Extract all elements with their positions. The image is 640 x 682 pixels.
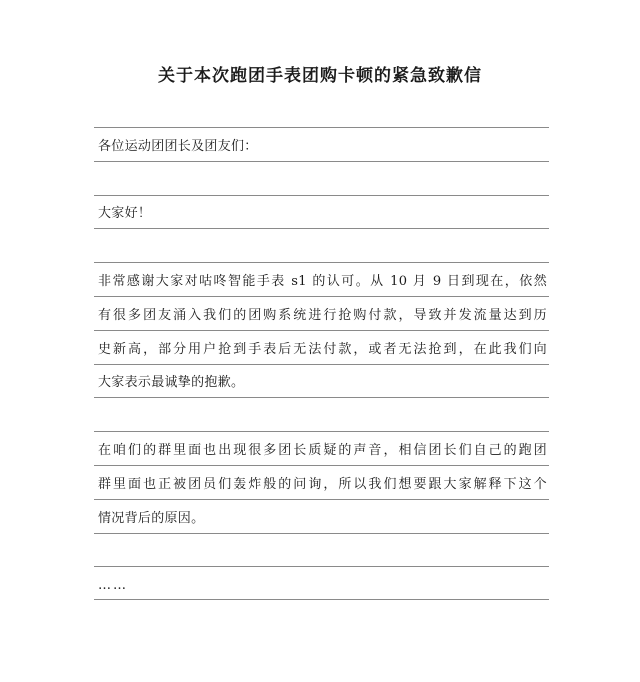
paper-line — [94, 499, 549, 533]
paper-line — [94, 228, 549, 262]
paper-line — [94, 431, 549, 465]
paper-line — [94, 296, 549, 330]
paragraph-2-line-2: 群里面也正被团员们轰炸般的问询，所以我们想要跟大家解释下这个 — [98, 476, 547, 492]
paragraph-1-line-3: 史新高，部分用户抢到手表后无法付款，或者无法抢到，在此我们向 — [98, 341, 547, 357]
paper-line — [94, 364, 549, 398]
paper-line — [94, 127, 549, 161]
paper-line — [94, 566, 549, 600]
salutation-text: 各位运动团团长及团友们： — [98, 138, 258, 154]
paragraph-1-line-4: 大家表示最诚挚的抱歉。 — [98, 375, 245, 391]
paper-line — [94, 330, 549, 364]
paper-line — [94, 465, 549, 499]
paragraph-2-line-1: 在咱们的群里面也出现很多团长质疑的声音，相信团长们自己的跑团 — [98, 442, 547, 458]
paragraph-1-line-2: 有很多团友涌入我们的团购系统进行抢购付款，导致并发流量达到历 — [98, 307, 547, 323]
paper-line — [94, 161, 549, 195]
paragraph-2-line-3: 情况背后的原因。 — [98, 510, 205, 526]
lined-paper — [94, 127, 549, 600]
paper-line — [94, 397, 549, 431]
ellipsis-text: …… — [98, 578, 128, 594]
paragraph-1-line-1: 非常感谢大家对咕咚智能手表 s1 的认可。从 10 月 9 日到现在，依然 — [98, 273, 547, 289]
paper-line — [94, 533, 549, 567]
paper-line — [94, 262, 549, 296]
letter-title: 关于本次跑团手表团购卡顿的紧急致歉信 — [158, 66, 482, 86]
greeting-text: 大家好！ — [98, 206, 152, 222]
paper-line — [94, 195, 549, 229]
